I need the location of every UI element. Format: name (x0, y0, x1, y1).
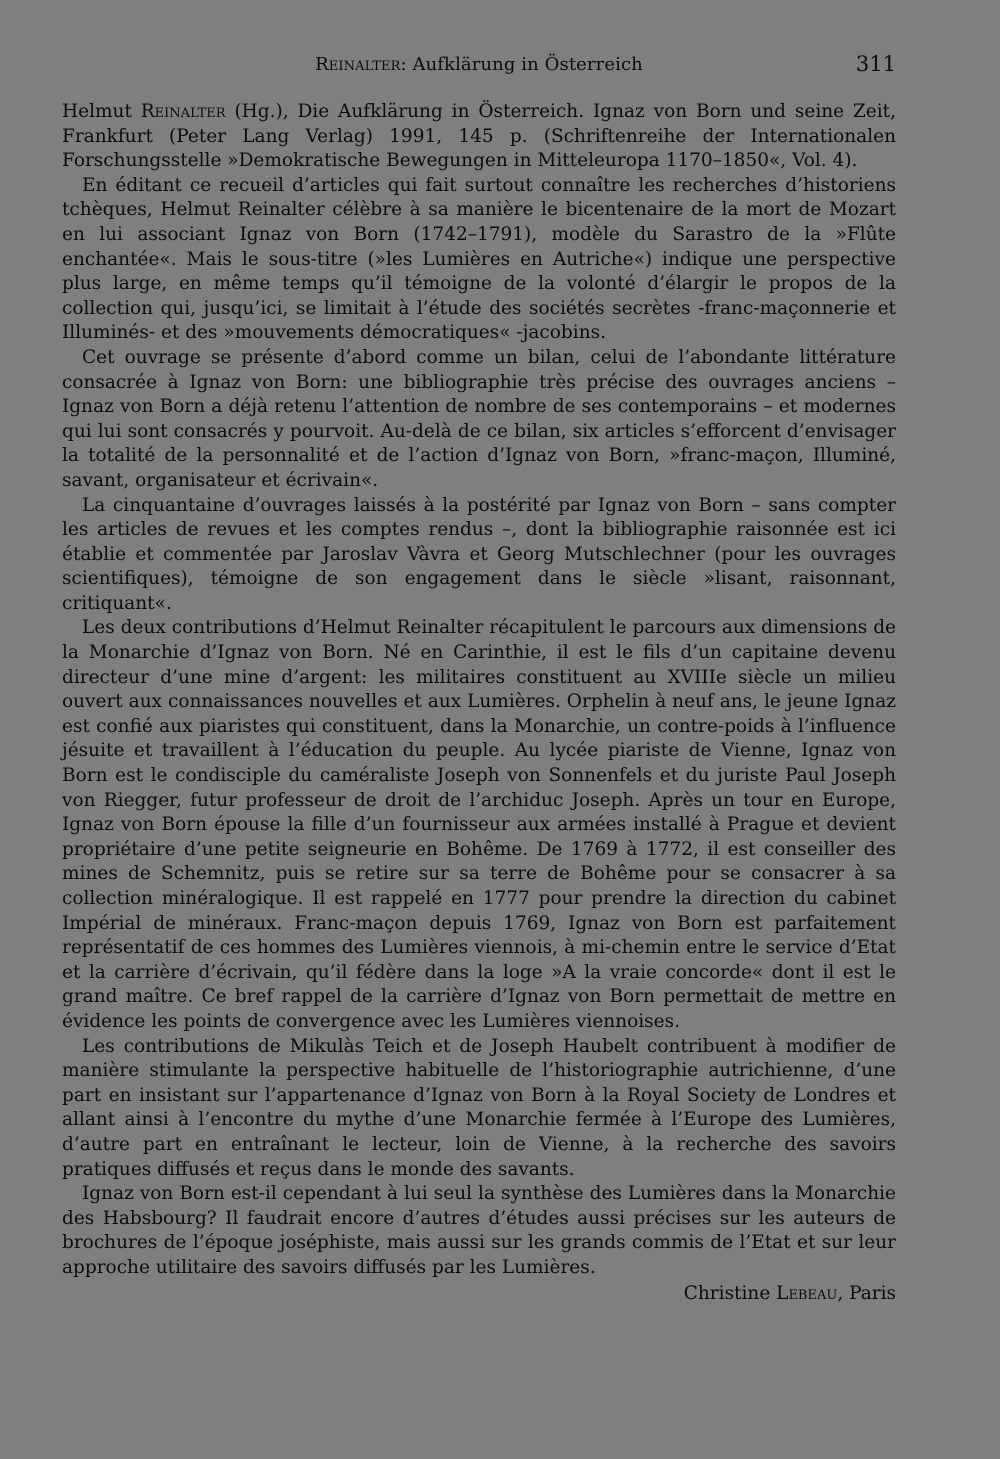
running-head-title (62, 54, 896, 75)
citation-rest: (Hg.), Die Aufklärung in Österreich. Ignaz von Born und seine Zeit, Frankfurt (Peter Lang Verlag) 1991, 145 p. (Schriftenreihe der Internationalen Forschungsstelle »Demokratische Bewegungen in Mitteleuropa 1170–1850«, Vol. 4). (62, 101, 896, 172)
citation-first-name: Helmut (62, 101, 141, 122)
paragraph-4: Les deux contributions d’Helmut Reinalter récapitulent le parcours aux dimensions de la Monarchie d’Ignaz von Born. Né en Carinthie, il est le fils d’un capitaine devenu directeur d’une mine d’argent: les militaires constituent au XVIIIe siècle un milieu ouvert aux connaissances nouvelles et aux Lumières. Orphelin à neuf ans, le jeune Ignaz est confié aux piaristes qui constituent, dans la Monarchie, un contre-poids à l’influence jésuite et travaillent à l’éducation du peuple. Au lycée piariste de Vienne, Ignaz von Born est le condisciple du caméraliste Joseph von Sonnenfels et du juriste Paul Joseph von Riegger, futur professeur de droit de l’archiduc Joseph. Après un tour en Europe, Ignaz von Born épouse la fille d’un fournisseur aux armées installé à Prague et devient propriétaire d’une petite seigneurie en Bohême. De 1769 à 1772, il est conseiller des mines de Schemnitz, puis se retire sur sa terre de Bohême pour se consacrer à sa collection minéralogique. Il est rappelé en 1777 pour prendre la direction du cabinet Impérial de minéraux. Franc-maçon depuis 1769, Ignaz von Born est parfaitement représentatif de ces hommes des Lumières viennois, à mi-chemin entre le service d’Etat et la carrière d’écrivain, qu’il fédère dans la loge »A la vraie concorde« dont il est le grand maître. Ce bref rappel de la carrière d’Ignaz von Born permettait de mettre en évidence les points de convergence avec les Lumières viennoises. (62, 617, 896, 1032)
review-body (62, 100, 896, 1306)
citation (62, 100, 896, 174)
running-head (62, 50, 896, 80)
paragraph-6: Ignaz von Born est-il cependant à lui seul la synthèse des Lumières dans la Monarchie des Habsbourg? Il faudrait encore d’autres d’études aussi précises sur les auteurs de brochures de l’époque joséphiste, mais aussi sur les grands commis de l’Etat et sur leur approche utilitaire des savoirs diffusés par les Lumières. (62, 1183, 896, 1278)
running-head-author: Reinalter (315, 54, 401, 75)
signature (62, 1282, 896, 1307)
paragraph-2: Cet ouvrage se présente d’abord comme un bilan, celui de l’abondante littérature consacrée à Ignaz von Born: une bibliographie très précise des ouvrages anciens – Ignaz von Born a déjà retenu l’attention de nombre de ses contemporains – et modernes qui lui sont consacrés y pourvoit. Au-delà de ce bilan, six articles s’efforcent d’envisager la totalité de la personnalité et de l’action d’Ignaz von Born, »franc-maçon, Illuminé, savant, organisateur et écrivain«. (62, 346, 896, 491)
citation-last-name: Reinalter (140, 101, 226, 122)
paragraph-3: La cinquantaine d’ouvrages laissés à la postérité par Ignaz von Born – sans compter les articles de revues et les comptes rendus –, dont la bibliographie raisonnée est ici établie et commentée par Jaroslav Vàvra et Georg Mutschlechner (pour les ouvrages scientifiques), témoigne de son engagement dans le siècle »lisant, raisonnant, critiquant«. (62, 494, 896, 614)
signature-last-name: Lebeau (776, 1282, 838, 1304)
paragraph-5: Les contributions de Mikulàs Teich et de Joseph Haubelt contribuent à modifier de manière stimulante la perspective habituelle de l’historiographie autrichienne, d’une part en insistant sur l’appartenance d’Ignaz von Born à la Royal Society de Londres et allant ainsi à l’encontre du mythe d’une Monarchie fermée à l’Europe des Lumières, d’autre part en entraînant le lecteur, loin de Vienne, à la recherche des savoirs pratiques diffusés et reçus dans le monde des savants. (62, 1035, 896, 1180)
signature-first-name: Christine (683, 1282, 777, 1304)
paragraph-1: En éditant ce recueil d’articles qui fait surtout connaître les recherches d’historiens tchèques, Helmut Reinalter célèbre à sa manière le bicentenaire de la mort de Mozart en lui associant Ignaz von Born (1742–1791), modèle du Sarastro de la »Flûte enchantée«. Mais le sous-titre (»les Lumières en Autriche«) indique une perspective plus large, en même temps qu’il témoigne de la volonté d’élargir le propos de la collection qui, jusqu’ici, se limitait à l’étude des sociétés secrètes -franc-maçonnerie et Illuminés- et des »mouvements démocratiques« -jacobins. (62, 174, 896, 344)
page-number: 311 (855, 52, 896, 76)
signature-place: , Paris (837, 1282, 896, 1304)
running-head-subject: : Aufklärung in Österreich (400, 54, 643, 75)
